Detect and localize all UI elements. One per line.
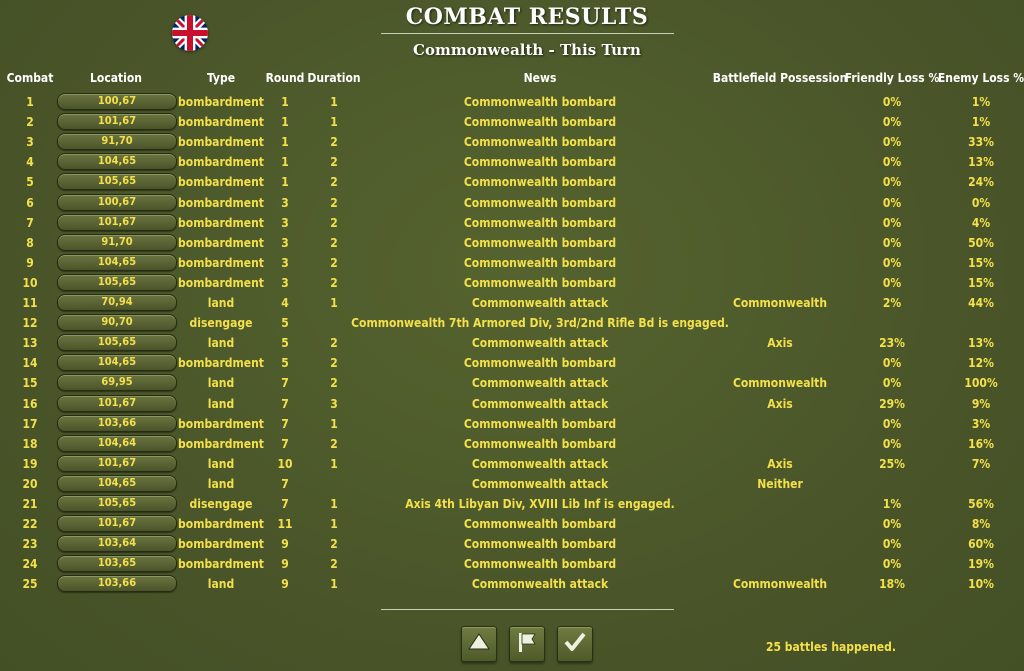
combat-round: 7 — [281, 396, 289, 411]
location-button[interactable]: 104,65 — [57, 254, 177, 271]
combat-number: 5 — [26, 175, 34, 190]
combat-duration: 1 — [330, 95, 338, 109]
combat-number: 21 — [22, 497, 38, 511]
combat-duration: 1 — [330, 456, 338, 471]
combat-type: bombardment — [178, 356, 264, 371]
enemy-loss: 8% — [971, 517, 991, 532]
combat-round: 5 — [281, 336, 289, 351]
friendly-loss: 0% — [882, 275, 902, 290]
table-row — [0, 554, 1024, 574]
location-button[interactable]: 103,66 — [57, 575, 177, 592]
combat-duration: 1 — [330, 577, 338, 592]
table-row — [0, 213, 1024, 233]
combat-type: land — [207, 476, 235, 491]
combat-news: Axis 4th Libyan Div, XVIII Lib Inf is engaged. — [405, 497, 675, 511]
combat-round: 1 — [281, 155, 289, 170]
combat-duration: 1 — [330, 296, 338, 310]
table-row — [0, 132, 1024, 152]
confirm-button[interactable] — [557, 626, 593, 662]
combat-duration: 2 — [330, 436, 338, 451]
column-header-enemy-loss: Enemy Loss % — [937, 71, 1024, 85]
combat-number: 9 — [26, 255, 34, 270]
table-row — [0, 112, 1024, 132]
table-row — [0, 534, 1024, 554]
friendly-loss: 2% — [882, 296, 902, 310]
combat-duration: 2 — [330, 275, 338, 290]
combat-number: 16 — [22, 396, 38, 411]
combat-news: Commonwealth attack — [471, 476, 609, 491]
friendly-loss: 23% — [879, 336, 905, 351]
enemy-loss: 9% — [971, 396, 991, 411]
status-text: 25 battles happened. — [766, 640, 896, 654]
combat-type: bombardment — [178, 557, 264, 572]
combat-news: Commonwealth bombard — [463, 436, 617, 451]
column-header-news: News — [523, 71, 557, 85]
location-button[interactable]: 105,65 — [57, 274, 177, 291]
location-button[interactable]: 91,70 — [57, 133, 177, 150]
location-button[interactable]: 103,64 — [57, 535, 177, 552]
friendly-loss: 0% — [882, 175, 902, 190]
battlefield-possession: Axis — [767, 396, 793, 411]
table-row — [0, 353, 1024, 373]
combat-number: 15 — [22, 376, 38, 391]
enemy-loss: 56% — [968, 497, 994, 511]
combat-round: 4 — [281, 296, 289, 310]
location-button[interactable]: 91,70 — [57, 234, 177, 251]
location-button[interactable]: 103,65 — [57, 555, 177, 572]
combat-type: bombardment — [178, 115, 264, 130]
combat-duration: 2 — [330, 376, 338, 391]
combat-number: 23 — [22, 537, 38, 552]
combat-news: Commonwealth 7th Armored Div, 3rd/2nd Rifle Bd is engaged. — [351, 316, 729, 331]
combat-round: 1 — [281, 135, 289, 150]
enemy-loss: 13% — [968, 336, 994, 351]
friendly-loss: 0% — [882, 517, 902, 532]
column-header-duration: Duration — [307, 71, 361, 85]
combat-type: bombardment — [178, 517, 264, 532]
combat-duration: 2 — [330, 175, 338, 190]
combat-round: 10 — [277, 456, 293, 471]
combat-round: 3 — [281, 255, 289, 270]
combat-round: 1 — [281, 95, 289, 109]
combat-round: 7 — [281, 416, 289, 431]
page-subtitle: Commonwealth - This Turn — [413, 41, 641, 59]
combat-duration: 2 — [330, 135, 338, 150]
battlefield-possession: Commonwealth — [732, 296, 828, 310]
table-row — [0, 92, 1024, 112]
friendly-loss: 25% — [879, 456, 905, 471]
combat-news: Commonwealth bombard — [463, 557, 617, 572]
location-button[interactable]: 90,70 — [57, 314, 177, 331]
combat-duration: 2 — [330, 557, 338, 572]
enemy-loss: 100% — [964, 376, 998, 391]
location-button[interactable]: 101,67 — [57, 214, 177, 231]
friendly-loss: 0% — [882, 557, 902, 572]
combat-number: 18 — [22, 436, 38, 451]
combat-news: Commonwealth attack — [471, 577, 609, 592]
friendly-loss: 0% — [882, 255, 902, 270]
combat-number: 20 — [22, 476, 38, 491]
combat-news: Commonwealth attack — [471, 296, 609, 310]
friendly-loss: 29% — [879, 396, 905, 411]
combat-type: bombardment — [178, 255, 264, 270]
combat-news: Commonwealth attack — [471, 396, 609, 411]
combat-news: Commonwealth bombard — [463, 255, 617, 270]
combat-type: land — [207, 456, 235, 471]
combat-duration: 2 — [330, 537, 338, 552]
combat-round: 5 — [281, 356, 289, 371]
battlefield-possession: Commonwealth — [732, 577, 828, 592]
combat-number: 25 — [22, 577, 38, 592]
location-button[interactable]: 105,65 — [57, 495, 177, 512]
friendly-loss: 0% — [882, 155, 902, 170]
combat-type: bombardment — [178, 135, 264, 150]
friendly-loss: 0% — [882, 537, 902, 552]
combat-round: 3 — [281, 195, 289, 210]
table-row — [0, 494, 1024, 514]
combat-number: 2 — [26, 115, 34, 130]
table-row — [0, 454, 1024, 474]
flag-button[interactable] — [509, 626, 545, 662]
combat-news: Commonwealth bombard — [463, 135, 617, 150]
combat-type: disengage — [189, 497, 253, 511]
table-row — [0, 474, 1024, 494]
table-row — [0, 434, 1024, 454]
location-button[interactable]: 104,65 — [57, 153, 177, 170]
scroll-up-button[interactable] — [461, 626, 497, 662]
combat-round: 7 — [281, 476, 289, 491]
friendly-loss: 0% — [882, 416, 902, 431]
combat-duration: 2 — [330, 255, 338, 270]
combat-news: Commonwealth bombard — [463, 235, 617, 250]
combat-round: 3 — [281, 215, 289, 230]
title-divider — [381, 33, 674, 34]
enemy-loss: 16% — [968, 436, 994, 451]
combat-news: Commonwealth attack — [471, 456, 609, 471]
table-row — [0, 414, 1024, 434]
combat-round: 7 — [281, 436, 289, 451]
column-header-possession: Battlefield Possession — [712, 71, 848, 85]
combat-news: Commonwealth bombard — [463, 215, 617, 230]
combat-type: land — [207, 296, 235, 310]
enemy-loss: 0% — [971, 195, 991, 210]
enemy-loss: 10% — [968, 577, 994, 592]
combat-number: 12 — [22, 316, 38, 331]
combat-number: 4 — [26, 155, 34, 170]
combat-duration: 2 — [330, 235, 338, 250]
combat-number: 22 — [22, 517, 38, 532]
column-header-combat: Combat — [6, 71, 54, 85]
column-header-type: Type — [206, 71, 236, 85]
location-button[interactable]: 101,67 — [57, 455, 177, 472]
up-arrow-icon — [468, 633, 490, 655]
table-row — [0, 333, 1024, 353]
combat-number: 8 — [26, 235, 34, 250]
combat-round: 1 — [281, 175, 289, 190]
location-button[interactable]: 103,66 — [57, 415, 177, 432]
enemy-loss: 1% — [971, 115, 991, 130]
enemy-loss: 19% — [968, 557, 994, 572]
column-header-location: Location — [90, 71, 142, 85]
enemy-loss: 3% — [971, 416, 991, 431]
location-button[interactable]: 104,64 — [57, 435, 177, 452]
flag-icon — [516, 631, 538, 657]
table-row — [0, 172, 1024, 192]
enemy-loss: 50% — [968, 235, 994, 250]
table-row — [0, 193, 1024, 213]
combat-type: bombardment — [178, 215, 264, 230]
combat-news: Commonwealth bombard — [463, 517, 617, 532]
enemy-loss: 4% — [971, 215, 991, 230]
location-button[interactable]: 69,95 — [57, 374, 177, 391]
table-row — [0, 253, 1024, 273]
combat-number: 1 — [26, 95, 34, 109]
combat-news: Commonwealth bombard — [463, 416, 617, 431]
combat-round: 7 — [281, 497, 289, 511]
combat-duration: 1 — [330, 115, 338, 130]
location-button[interactable]: 100,67 — [57, 194, 177, 211]
combat-duration: 2 — [330, 195, 338, 210]
combat-round: 5 — [281, 316, 289, 331]
combat-type: bombardment — [178, 155, 264, 170]
table-row — [0, 313, 1024, 333]
combat-type: bombardment — [178, 436, 264, 451]
combat-type: bombardment — [178, 537, 264, 552]
location-button[interactable]: 104,65 — [57, 475, 177, 492]
table-row — [0, 273, 1024, 293]
column-header-round: Round — [265, 71, 305, 85]
combat-type: bombardment — [178, 195, 264, 210]
combat-news: Commonwealth bombard — [463, 275, 617, 290]
enemy-loss: 1% — [971, 95, 991, 109]
enemy-loss: 7% — [971, 456, 991, 471]
friendly-loss: 0% — [882, 376, 902, 391]
combat-duration: 1 — [330, 497, 338, 511]
friendly-loss: 0% — [882, 215, 902, 230]
location-button[interactable]: 101,67 — [57, 395, 177, 412]
combat-news: Commonwealth bombard — [463, 195, 617, 210]
combat-news: Commonwealth bombard — [463, 356, 617, 371]
page-title: COMBAT RESULTS — [405, 4, 649, 30]
table-row — [0, 293, 1024, 313]
combat-type: disengage — [189, 316, 253, 331]
combat-news: Commonwealth attack — [471, 376, 609, 391]
combat-type: land — [207, 376, 235, 391]
combat-type: land — [207, 336, 235, 351]
combat-duration: 3 — [330, 396, 338, 411]
combat-number: 14 — [22, 356, 38, 371]
combat-round: 3 — [281, 275, 289, 290]
combat-duration: 1 — [330, 517, 338, 532]
combat-news: Commonwealth bombard — [463, 537, 617, 552]
friendly-loss: 0% — [882, 436, 902, 451]
combat-duration: 2 — [330, 215, 338, 230]
location-button[interactable]: 105,65 — [57, 334, 177, 351]
combat-number: 11 — [22, 296, 38, 310]
combat-news: Commonwealth bombard — [463, 175, 617, 190]
combat-round: 9 — [281, 537, 289, 552]
combat-number: 13 — [22, 336, 38, 351]
combat-round: 9 — [281, 577, 289, 592]
table-row — [0, 373, 1024, 393]
combat-round: 9 — [281, 557, 289, 572]
combat-news: Commonwealth attack — [471, 336, 609, 351]
combat-news: Commonwealth bombard — [463, 115, 617, 130]
friendly-loss: 0% — [882, 356, 902, 371]
location-button[interactable]: 70,94 — [57, 294, 177, 311]
bottom-divider — [381, 609, 674, 610]
friendly-loss: 0% — [882, 95, 902, 109]
friendly-loss: 0% — [882, 235, 902, 250]
combat-type: bombardment — [178, 95, 264, 109]
battlefield-possession: Axis — [767, 336, 793, 351]
combat-round: 7 — [281, 376, 289, 391]
enemy-loss: 12% — [968, 356, 994, 371]
checkmark-icon — [563, 631, 587, 657]
combat-duration: 2 — [330, 155, 338, 170]
combat-duration: 2 — [330, 356, 338, 371]
friendly-loss: 1% — [882, 497, 902, 511]
combat-number: 6 — [26, 195, 34, 210]
table-row — [0, 574, 1024, 594]
combat-news: Commonwealth bombard — [463, 155, 617, 170]
location-button[interactable]: 104,65 — [57, 354, 177, 371]
combat-round: 3 — [281, 235, 289, 250]
enemy-loss: 15% — [968, 255, 994, 270]
combat-number: 10 — [22, 275, 38, 290]
combat-number: 3 — [26, 135, 34, 150]
enemy-loss: 24% — [968, 175, 994, 190]
combat-type: land — [207, 577, 235, 592]
enemy-loss: 60% — [968, 537, 994, 552]
location-button[interactable]: 105,65 — [57, 173, 177, 190]
combat-number: 19 — [22, 456, 38, 471]
combat-type: land — [207, 396, 235, 411]
combat-type: bombardment — [178, 416, 264, 431]
location-button[interactable]: 101,67 — [57, 515, 177, 532]
location-button[interactable]: 101,67 — [57, 113, 177, 130]
enemy-loss: 33% — [968, 135, 994, 150]
column-header-friendly-loss: Friendly Loss % — [844, 71, 940, 85]
friendly-loss: 0% — [882, 135, 902, 150]
combat-type: bombardment — [178, 235, 264, 250]
battlefield-possession: Neither — [757, 476, 803, 491]
combat-duration: 1 — [330, 416, 338, 431]
combat-number: 24 — [22, 557, 38, 572]
friendly-loss: 0% — [882, 115, 902, 130]
location-button[interactable]: 100,67 — [57, 93, 177, 110]
table-row — [0, 514, 1024, 534]
friendly-loss: 0% — [882, 195, 902, 210]
combat-news: Commonwealth bombard — [463, 95, 617, 109]
battlefield-possession: Commonwealth — [732, 376, 828, 391]
enemy-loss: 13% — [968, 155, 994, 170]
friendly-loss: 18% — [879, 577, 905, 592]
combat-type: bombardment — [178, 275, 264, 290]
combat-type: bombardment — [178, 175, 264, 190]
enemy-loss: 15% — [968, 275, 994, 290]
table-row — [0, 233, 1024, 253]
combat-number: 7 — [26, 215, 34, 230]
table-row — [0, 152, 1024, 172]
combat-duration: 2 — [330, 336, 338, 351]
table-row — [0, 394, 1024, 414]
combat-round: 1 — [281, 115, 289, 130]
combat-number: 17 — [22, 416, 38, 431]
uk-flag-icon — [172, 15, 208, 51]
battlefield-possession: Axis — [767, 456, 793, 471]
combat-round: 11 — [277, 517, 293, 532]
enemy-loss: 44% — [968, 296, 994, 310]
